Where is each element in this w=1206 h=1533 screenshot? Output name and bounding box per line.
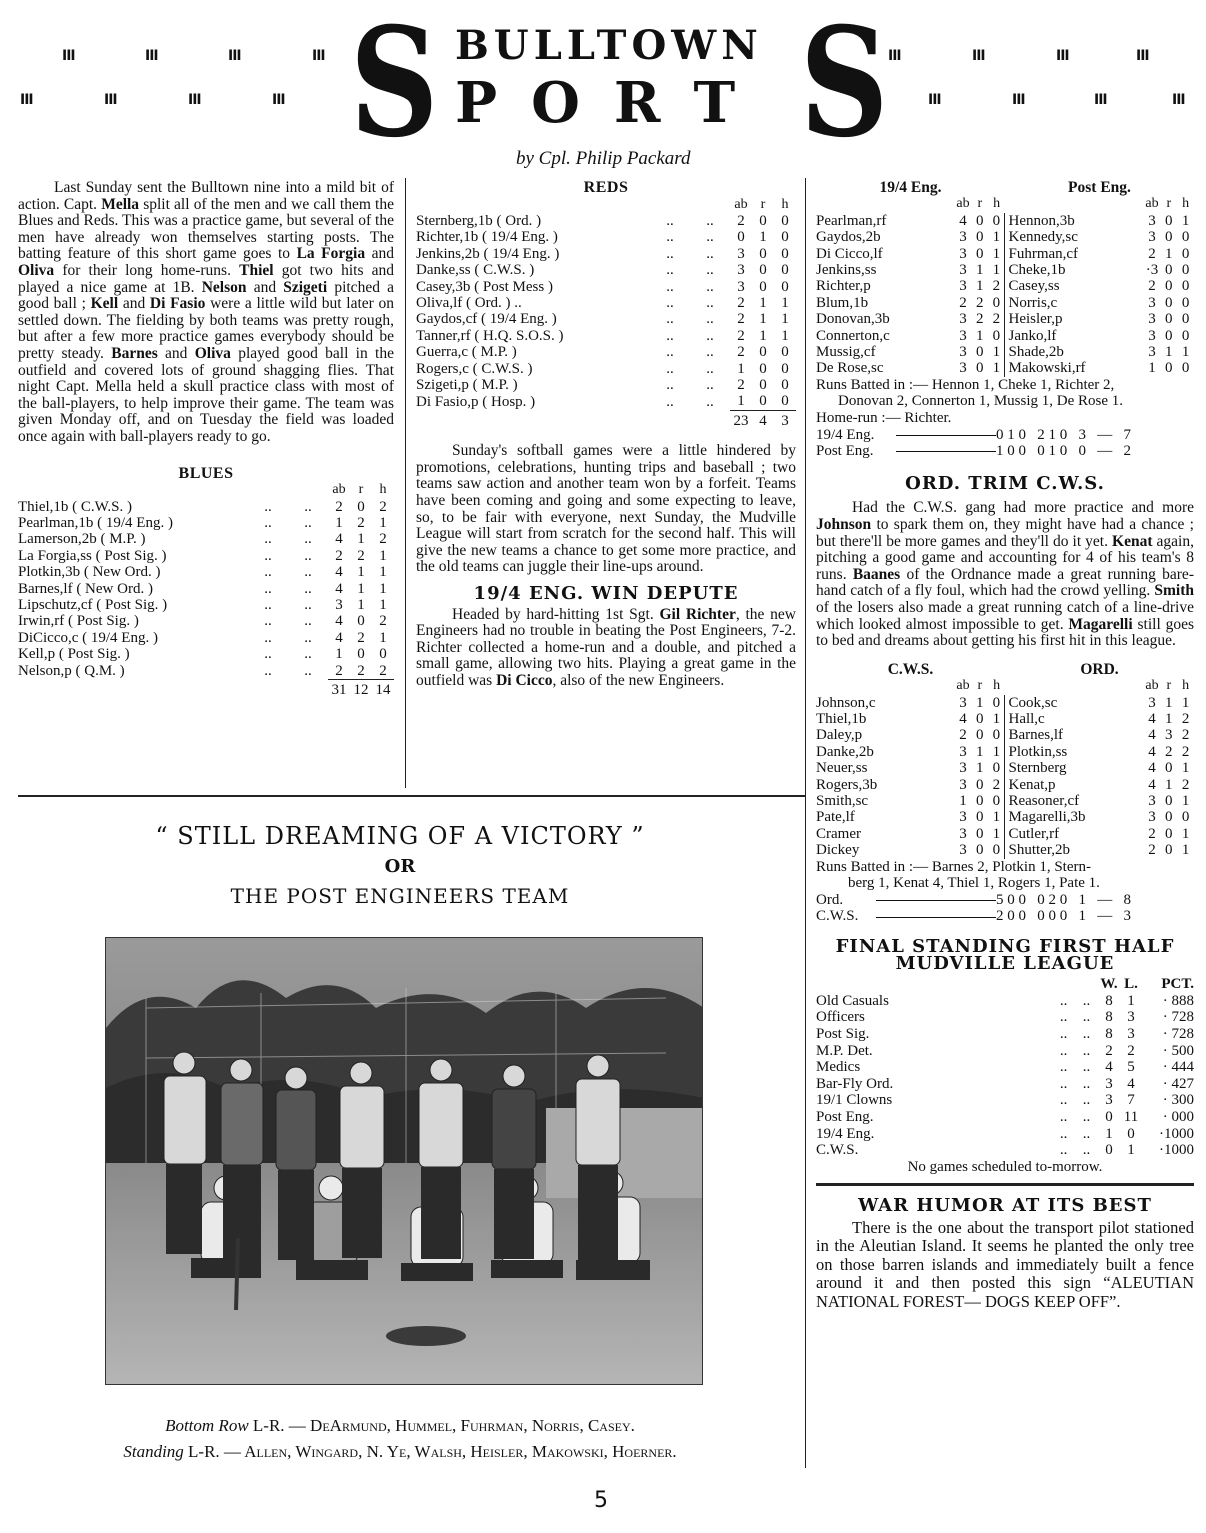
team-photo (105, 937, 703, 1385)
intro-article: Last Sunday sent the Bulltown nine into a mild bit of action. Capt. Mella split all of the men and we call them the Blues and Reds. This was a practice game, but several of the men have already won themselves starting posts. The batting feature of this short game goes to La Forgia and Oliva for their long home-runs. Thiel got two hits and played a nice game at 1B. Nelson and Szigeti pitched a good ball ; Kell and Di Fasio were a little wild but later on settled down. The fielding by both teams was pretty rough, but after a few more practice games everybody should be pretty steady. Barnes and Oliva played good ball in the outfield and covered lots of ground shagging flies. That night Capt. Mella held a skull practice class with most of the ball-players, to help improve their game. The team was given Monday off, and on Tuesday the field was loaded once again with ball-players ready to go. (18, 179, 394, 445)
masthead-sports: PORT (455, 70, 770, 136)
player-row: Nelson,p ( Q.M. ) .. .. 2 2 2 (18, 662, 387, 679)
linescore-row: C.W.S. 2 0 0 0 0 0 1 — 3 (816, 908, 1131, 925)
player-row: Mussig,cf 3 0 1 Shade,2b 3 1 1 (816, 344, 1190, 361)
tick-mark: III (1136, 48, 1149, 64)
player-row: Danke,2b 3 1 1 Plotkin,ss 4 2 2 (816, 743, 1190, 760)
player-row: Thiel,1b ( C.W.S. ) .. .. 2 0 2 (18, 498, 387, 515)
rbi-line: Runs Batted in :— Barnes 2, Plotkin 1, Stern- (816, 858, 1091, 875)
standings-row: M.P. Det. .. .. 2 2 · 500 (816, 1042, 1194, 1059)
standings-row: Old Casuals .. .. 8 1 · 888 (816, 992, 1194, 1009)
column-1 (18, 180, 394, 698)
blues-box-score (18, 482, 394, 698)
player-row: Donovan,3b 3 2 2 Heisler,p 3 0 0 (816, 311, 1190, 328)
player-row: Richter,p 3 1 2 Casey,ss 2 0 0 (816, 278, 1190, 295)
player-row: Irwin,rf ( Post Sig. ) .. .. 4 0 2 (18, 613, 387, 630)
player-row: Plotkin,3b ( New Ord. ) .. .. 4 1 1 (18, 564, 387, 581)
box-score-header: ab r h ab r h (956, 678, 1190, 694)
team-names-row: C.W.S. ORD. (887, 660, 1119, 678)
column-rule (805, 178, 806, 1468)
photo-caption-bottom-row: Bottom Row L-R. — DeArmund, Hummel, Fuhrman, Norris, Casey. (165, 1416, 635, 1435)
standings-row: Officers .. .. 8 3 · 728 (816, 1009, 1194, 1026)
player-row: Di Fasio,p ( Hosp. ) .. .. 1 0 0 (416, 393, 789, 410)
feature-or: OR (384, 856, 416, 877)
column-2 (416, 180, 796, 690)
reds-box-score (416, 197, 796, 430)
tick-mark: III (1056, 48, 1069, 64)
player-row: De Rose,sc 3 0 1 Makowski,rf 1 0 0 (816, 360, 1190, 377)
standings-row: Medics .. .. 4 5 · 444 (816, 1059, 1194, 1076)
feature-title: “ STILL DREAMING OF A VICTORY ” (155, 822, 645, 850)
rbi-line: Runs Batted in :— Hennon 1, Cheke 1, Richter 2, (816, 376, 1115, 393)
totals-row: 23 4 3 (416, 410, 796, 429)
linescore-row: Ord. 5 0 0 0 2 0 1 — 8 (816, 891, 1131, 908)
reds-heading: REDS (583, 179, 629, 196)
tick-mark: III (1012, 92, 1025, 108)
standings-row: Bar-Fly Ord. .. .. 3 4 · 427 (816, 1075, 1194, 1092)
tick-mark: III (188, 92, 201, 108)
masthead-title: BULLTOWN (455, 22, 763, 69)
rbi-line: berg 1, Kenat 4, Thiel 1, Rogers 1, Pate 1. (848, 875, 1100, 892)
player-row: Gaydos,2b 3 0 1 Kennedy,sc 3 0 0 (816, 229, 1190, 246)
player-row: Di Cicco,lf 3 0 1 Fuhrman,cf 2 1 0 (816, 245, 1190, 262)
column-3 (816, 180, 1194, 1311)
standing-subheading: MUDVILLE LEAGUE (895, 952, 1115, 974)
player-row: Pate,lf 3 0 1 Magarelli,3b 3 0 0 (816, 809, 1190, 826)
feature-subtitle: THE POST ENGINEERS TEAM (230, 884, 570, 908)
player-row: Johnson,c 3 1 0 Cook,sc 3 1 1 (816, 694, 1190, 711)
player-row: Barnes,lf ( New Ord. ) .. .. 4 1 1 (18, 580, 387, 597)
player-row: Jenkins,2b ( 19/4 Eng. ) .. .. 3 0 0 (416, 245, 789, 262)
player-row: Lipschutz,cf ( Post Sig. ) .. .. 3 1 1 (18, 596, 387, 613)
rbi-line: Donovan 2, Connerton 1, Mussig 1, De Rose 1. (838, 393, 1123, 410)
standings-row: C.W.S. .. .. 0 1 ·1000 (816, 1142, 1194, 1159)
player-row: Sternberg,1b ( Ord. ) .. .. 2 0 0 (416, 213, 789, 229)
masthead-big-s-right: S (799, 0, 889, 171)
player-row: Blum,1b 2 2 0 Norris,c 3 0 0 (816, 294, 1190, 311)
page-number: 5 (594, 1488, 608, 1513)
player-row: Neuer,ss 3 1 0 Sternberg 4 0 1 (816, 760, 1190, 777)
team-names-row: 19/4 Eng. Post Eng. (879, 179, 1131, 196)
player-row: Oliva,lf ( Ord. ) .. .. .. 2 1 1 (416, 295, 789, 312)
blues-heading: BLUES (178, 464, 234, 482)
linescore-row: Post Eng. 1 0 0 0 1 0 0 — 2 (816, 443, 1131, 460)
humor-heading: WAR HUMOR AT ITS BEST (858, 1195, 1152, 1217)
player-row: Tanner,rf ( H.Q. S.O.S. ) .. .. 2 1 1 (416, 327, 789, 344)
totals-row: 31 12 14 (18, 679, 394, 698)
eng-box-score (816, 180, 1194, 377)
player-row: Cramer 3 0 1 Cutler,rf 2 0 1 (816, 825, 1190, 842)
homerun-line: Home-run :— Richter. (816, 410, 952, 427)
masthead (0, 0, 1206, 171)
player-row: Rogers,c ( C.W.S. ) .. .. 1 0 0 (416, 360, 789, 377)
box-score-header: ab r h (734, 196, 789, 212)
standings-row: 19/1 Clowns .. .. 3 7 · 300 (816, 1092, 1194, 1109)
player-row: Connerton,c 3 1 0 Janko,lf 3 0 0 (816, 327, 1190, 344)
tick-mark: III (145, 48, 158, 64)
player-row: Casey,3b ( Post Mess ) .. .. 3 0 0 (416, 278, 789, 295)
player-row: Jenkins,ss 3 1 1 Cheke,1b ·3 0 0 (816, 262, 1190, 279)
tick-mark: III (1094, 92, 1107, 108)
player-row: Richter,1b ( 19/4 Eng. ) .. .. 0 1 0 (416, 229, 789, 246)
player-row: Pearlman,1b ( 19/4 Eng. ) .. .. 1 2 1 (18, 514, 387, 531)
player-row: Guerra,c ( M.P. ) .. .. 2 0 0 (416, 344, 789, 361)
standings-note: No games scheduled to-morrow. (907, 1158, 1103, 1175)
tick-mark: III (312, 48, 325, 64)
linescore-row: 19/4 Eng. 0 1 0 2 1 0 3 — 7 (816, 426, 1131, 443)
player-row: DiCicco,c ( 19/4 Eng. ) .. .. 4 2 1 (18, 629, 387, 646)
player-row: Szigeti,p ( M.P. ) .. .. 2 0 0 (416, 377, 789, 394)
tick-mark: III (972, 48, 985, 64)
player-row: Lamerson,2b ( M.P. ) .. .. 4 1 2 (18, 531, 387, 548)
ord-heading: ORD. TRIM C.W.S. (905, 472, 1105, 494)
byline: by Cpl. Philip Packard (516, 148, 691, 169)
player-row: La Forgia,ss ( Post Sig. ) .. .. 2 2 1 (18, 547, 387, 564)
standing-heading: FINAL STANDING FIRST HALF (835, 936, 1175, 958)
box-score-header: ab r h (332, 482, 387, 498)
standings-row: Post Eng. .. .. 0 11 · 000 (816, 1108, 1194, 1125)
player-row: Gaydos,cf ( 19/4 Eng. ) .. .. 2 1 1 (416, 311, 789, 328)
column-rule (405, 178, 406, 788)
player-row: Kell,p ( Post Sig. ) .. .. 1 0 0 (18, 646, 387, 663)
softball-article: Sunday's softball games were a little hindered by promotions, celebrations, hunting trips and baseball ; two teams saw action and another team won by a forfeit. Teams have been coming and going and some expecting to leave, so, to be fair with everyone, next Sunday, the Mudville League will start from scratch for the second half. This will give the new teams a chance to get some more practice, and the old teams can juggle their line-ups around. (416, 442, 796, 576)
tick-mark: III (228, 48, 241, 64)
standings-row: Post Sig. .. .. 8 3 · 728 (816, 1026, 1194, 1042)
box-score-header: ab r h ab r h (956, 196, 1190, 212)
tick-mark: III (888, 48, 901, 64)
standings-row: 19/4 Eng. .. .. 1 0 ·1000 (816, 1125, 1194, 1142)
player-row: Dickey 3 0 0 Shutter,2b 2 0 1 (816, 842, 1190, 859)
standings-table (816, 976, 1194, 1159)
tick-mark: III (62, 48, 75, 64)
player-row: Thiel,1b 4 0 1 Hall,c 4 1 2 (816, 711, 1190, 727)
tick-mark: III (272, 92, 285, 108)
ord-article: Had the C.W.S. gang had more practice and more Johnson to spark them on, they might have had a chance ; but there'll be more games and they'll do it yet. Kenat again, pitching a good game and accounting for 4 of his team's 8 runs. Baanes of the Ordnance made a great running bare-hand catch of a fly foul, which had the crowd yelling. Smith of the losers also made a great running catch of a line-drive which looked almost impossible to get. Magarelli still goes to bed and dreams about getting his first hit in this league. (816, 499, 1194, 650)
player-row: Danke,ss ( C.W.S. ) .. .. 3 0 0 (416, 262, 789, 279)
section-rule (18, 795, 805, 797)
tick-mark: III (104, 92, 117, 108)
masthead-big-s-left: S (349, 0, 439, 171)
section-rule (816, 1183, 1194, 1186)
ord-box-score (816, 662, 1194, 859)
standings-header: W. L. PCT. (1100, 976, 1194, 993)
tick-mark: III (20, 92, 33, 108)
tick-mark: III (928, 92, 941, 108)
tick-mark: III (1172, 92, 1185, 108)
player-row: Smith,sc 1 0 0 Reasoner,cf 3 0 1 (816, 793, 1190, 810)
player-row: Daley,p 2 0 0 Barnes,lf 4 3 2 (816, 727, 1190, 744)
player-row: Pearlman,rf 4 0 0 Hennon,3b 3 0 1 (816, 212, 1190, 229)
photo-caption-standing: Standing L-R. — Allen, Wingard, N. Ye, Walsh, Heisler, Makowski, Hoerner. (123, 1442, 677, 1461)
team-photo-image (106, 938, 703, 1385)
player-row: Rogers,3b 3 0 2 Kenat,p 4 1 2 (816, 776, 1190, 793)
humor-article: There is the one about the transport pilot stationed in the Aleutian Island. It seems he planted the only tree on those barren islands and immediately built a fence around it and then posted this sign “ALEUTIAN NATIONAL FOREST— DOGS KEEP OFF”. (816, 1217, 1194, 1311)
depute-heading: 19/4 ENG. WIN DEPUTE (473, 583, 739, 605)
depute-article: Headed by hard-hitting 1st Sgt. Gil Richter, the new Engineers had no trouble in beating the Post Engineers, 7-2. Richter collected a home-run and a double, and pitched a small game, allowing two hits. Playing a great game in the outfield was Di Cicco, also of the new Engineers. (416, 605, 797, 689)
